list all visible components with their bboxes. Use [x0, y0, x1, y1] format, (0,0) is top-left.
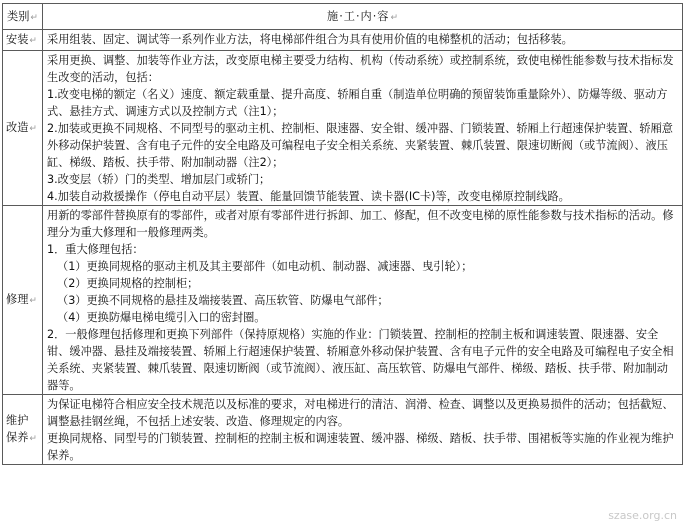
row-maintenance — [3, 395, 683, 465]
construction-content-table — [2, 3, 683, 465]
content-line: 3.改变层（轿）门的类型、增加层门或轿门； — [47, 173, 271, 186]
header-row — [3, 4, 683, 30]
watermark: szase.org.cn — [608, 509, 677, 522]
content-modification — [43, 51, 683, 206]
content-line: 采用组装、固定、调试等一系列作业方法，将电梯部件组合为具有使用价值的电梯整机的活动；包括移装。 — [47, 33, 573, 46]
row-repair — [3, 206, 683, 395]
content-line: 采用更换、调整、加装等作业方法，改变原电梯主要受力结构、机构（传动系统）或控制系统，致使电梯性能参数与技术指标发生改变的活动，包括： — [47, 54, 674, 84]
content-line: 1.改变电梯的额定（名义）速度、额定载重量、提升高度、轿厢自重（制造单位明确的预留装饰重量除外）、防爆等级、驱动方式、悬挂方式、调速方式以及控制方式（注1）； — [47, 88, 668, 118]
category-maintenance: 维护保养↵ — [3, 395, 43, 465]
content-line: 1．重大修理包括： — [47, 243, 144, 256]
content-line: 4.加装自动救援操作（停电自动平层）装置、能量回馈节能装置、读卡器(IC卡)等，改变电梯原控制线路。 — [47, 190, 570, 203]
content-line: 更换同规格、同型号的门锁装置、控制柜的控制主板和调速装置、缓冲器、梯级、踏板、扶手带、围裙板等实施的作业视为维护保养。 — [47, 432, 674, 462]
content-line: 用新的零部件替换原有的零部件，或者对原有零部件进行拆卸、加工、修配，但不改变电梯的原性能参数与技术指标的活动。修理分为重大修理和一般修理两类。 — [47, 209, 674, 239]
category-install: 安装↵ — [3, 30, 43, 51]
content-line: 2．一般修理包括修理和更换下列部件（保持原规格）实施的作业：门锁装置、控制柜的控制主板和调速装置、限速器、安全钳、缓冲器、悬挂及端接装置、轿厢上行超速保护装置、轿厢意外移动保护装置、含有电子元件的安全电路及可编程电子安全相关系统、夹紧装置、棘爪装置、限速切断阀（或节流阀）、液压缸、高压软管、防爆电气部件、梯级、踏板、扶手带、附加制动器等。 — [47, 328, 674, 392]
content-repair — [43, 206, 683, 395]
row-install — [3, 30, 683, 51]
row-modification — [3, 51, 683, 206]
content-line: （4）更换防爆电梯电缆引入口的密封圈。 — [57, 311, 266, 324]
category-modification: 改造↵ — [3, 51, 43, 206]
content-line: （2）更换同规格的控制柜； — [57, 277, 199, 290]
content-line: 为保证电梯符合相应安全技术规范以及标准的要求，对电梯进行的清洁、润滑、检查、调整以及更换易损件的活动；包括截短、调整悬挂钢丝绳，不包括上述安装、改造、修理规定的内容。 — [47, 398, 674, 428]
content-maintenance — [43, 395, 683, 465]
header-category: 类别↵ — [3, 4, 43, 30]
content-line: （1）更换同规格的驱动主机及其主要部件（如电动机、制动器、减速器、曳引轮）； — [57, 260, 473, 273]
content-line: （3）更换不同规格的悬挂及端接装置、高压软管、防爆电气部件； — [57, 294, 389, 307]
header-content: 施·工·内·容↵ — [43, 4, 683, 30]
content-install — [43, 30, 683, 51]
category-repair: 修理↵ — [3, 206, 43, 395]
content-line: 2.加装或更换不同规格、不同型号的驱动主机、控制柜、限速器、安全钳、缓冲器、门锁装置、轿厢上行超速保护装置、轿厢意外移动保护装置、含有电子元件的安全电路及可编程电子安全相关系统、夹紧装置、棘爪装置、限速切断阀（或节流阀）、液压缸、梯级、踏板、扶手带、附加制动器（注2）； — [47, 122, 673, 169]
